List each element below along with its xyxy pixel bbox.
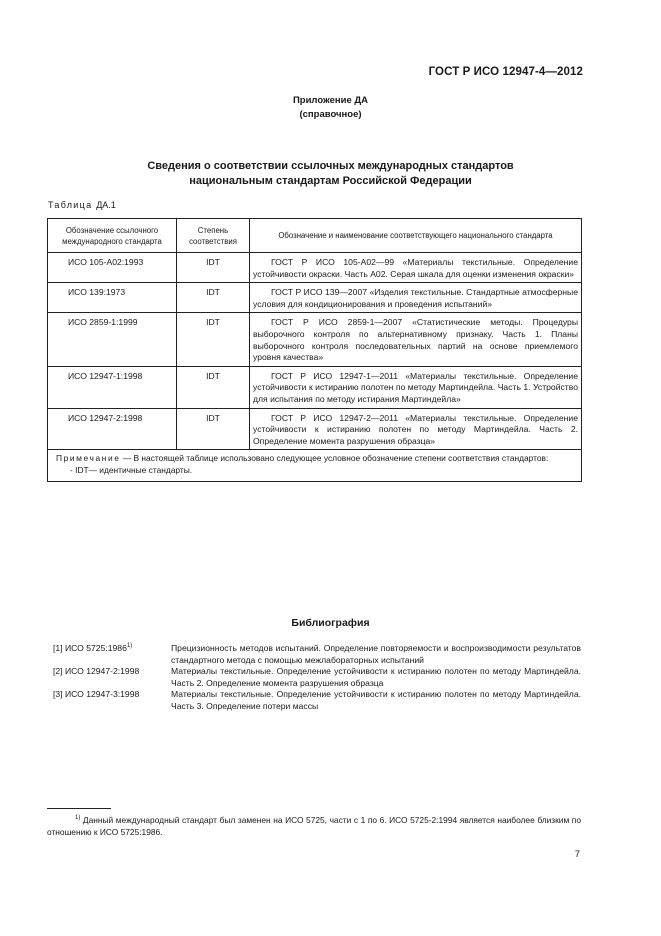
entry-text: Материалы текстильные. Определение устойчивости к истиранию полотен по методу Мартиндейла. Часть 2. Определение момента разрушения образца (171, 666, 581, 688)
footnote-divider (47, 808, 111, 809)
table-caption (48, 200, 116, 210)
entry-standard: ИСО 5725:1986 (64, 643, 127, 653)
section-heading (0, 159, 661, 189)
iso-cell: ИСО 105-А02:1993 (48, 253, 177, 283)
entry-text: Прецизионность методов испытаний. Определение повторяемости и воспроизводимости результатов стандартного метода с помощью межлабораторных испытаний (171, 643, 581, 665)
entry-number: [2] (53, 666, 63, 677)
degree-cell: IDT (177, 408, 250, 450)
bibliography-entry (53, 643, 581, 666)
appendix-subtitle: (справочное) (299, 109, 362, 120)
bibliography-entry (53, 666, 581, 689)
entry-standard: ИСО 12947-3:1998 (64, 689, 140, 700)
national-standard-cell: ГОСТ Р ИСО 105-А02—99 «Материалы текстильные. Определение устойчивости окраски. Часть А02. Серая шкала для оценки изменения окраски» (250, 253, 582, 283)
appendix-title: Приложение ДА (292, 95, 369, 106)
footnote-marker: 1) (126, 643, 133, 650)
table-caption-number: ДА.1 (96, 200, 116, 210)
entry-number: [1] (53, 643, 63, 653)
degree-cell: IDT (177, 313, 250, 366)
table-note (48, 450, 582, 481)
national-standard-cell: ГОСТ Р ИСО 12947-1—2011 «Материалы текстильные. Определение устойчивости к истиранию полотен по методу Мартиндейла. Часть 1. Устройство для испытания по методу истирания Мартиндейла» (250, 366, 582, 408)
header-national: Обозначение и наименование соответствующего национального стандарта (250, 219, 582, 253)
entry-text: Материалы текстильные. Определение устойчивости к истиранию полотен по методу Мартиндейла. Часть 3. Определение потери массы (171, 689, 581, 711)
national-standard-cell: ГОСТ Р ИСО 2859-1—2007 «Статистические методы. Процедуры выборочного контроля по альтернативному признаку. Часть 1. Планы выборочного контроля последовательных партий на основе приемлемого уровня качества» (250, 313, 582, 366)
header-degree: Степень соответствия (177, 219, 250, 253)
entry-standard: ИСО 12947-2:1998 (64, 666, 140, 677)
document-code: ГОСТ Р ИСО 12947-4—2012 (428, 66, 583, 78)
bibliography-list (53, 643, 581, 713)
iso-cell: ИСО 12947-1:1998 (48, 366, 177, 408)
national-standard-cell: ГОСТ Р ИСО 12947-2—2011 «Материалы текстильные. Определение устойчивости к истиранию полотен по методу Мартиндейла. Часть 2. Определение момента разрушения образца» (250, 408, 582, 450)
iso-cell: ИСО 139:1973 (48, 283, 177, 313)
bibliography-title: Библиография (291, 617, 370, 629)
correspondence-table (47, 218, 582, 482)
national-standard-cell: ГОСТ Р ИСО 139—2007 «Изделия текстильные. Стандартные атмосферные условия для кондиционирования и проведения испытаний» (250, 283, 582, 313)
table-row (48, 253, 582, 283)
degree-cell: IDT (177, 253, 250, 283)
bibliography-reference (53, 666, 171, 689)
table-note-row (48, 450, 582, 481)
table-row (48, 366, 582, 408)
iso-cell: ИСО 12947-2:1998 (48, 408, 177, 450)
heading-line-1: Сведения о соответствии ссылочных международных стандартов (147, 160, 514, 172)
note-label: Примечание (56, 453, 121, 464)
footnote (47, 814, 581, 838)
table-row (48, 283, 582, 313)
table-header-row (48, 219, 582, 253)
footnote-marker: 1) (75, 815, 81, 822)
page-number: 7 (574, 849, 580, 860)
bibliography-reference (53, 689, 171, 712)
degree-cell: IDT (177, 283, 250, 313)
degree-cell: IDT (177, 366, 250, 408)
entry-number: [3] (53, 689, 63, 700)
table-row (48, 408, 582, 450)
bibliography-entry (53, 689, 581, 712)
heading-line-2: национальным стандартам Российской Федерации (189, 175, 472, 187)
note-item: - IDT— идентичные стандарты. (70, 464, 193, 475)
header-iso: Обозначение ссылочного международного стандарта (48, 219, 177, 253)
table-caption-label: Таблица (48, 200, 93, 210)
appendix-heading (0, 94, 661, 122)
bibliography-reference (53, 643, 171, 666)
table-row (48, 313, 582, 366)
iso-cell: ИСО 2859-1:1999 (48, 313, 177, 366)
note-text: — В настоящей таблице использовано следующее условное обозначение степени соответствия стандартов: (122, 453, 549, 464)
footnote-text: Данный международный стандарт был заменен на ИСО 5725, части с 1 по 6. ИСО 5725-2:1994 является наиболее близким по отношению к ИСО 5725:1986. (47, 815, 581, 837)
